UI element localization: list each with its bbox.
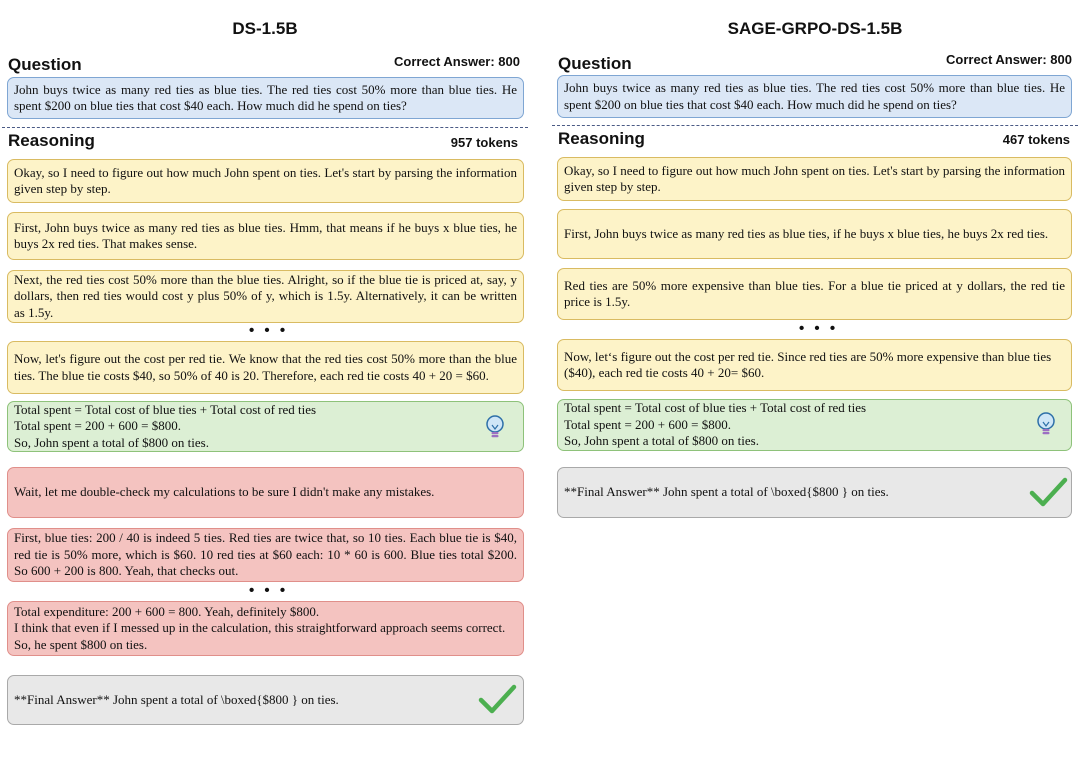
reasoning-step xyxy=(557,268,1072,320)
section-divider xyxy=(2,127,528,128)
section-divider xyxy=(552,125,1078,126)
step-text: First, John buys twice as many red ties as blue ties. Hmm, that means if he buys x blue ties, he buys 2x red ties. That makes sense. xyxy=(14,219,517,251)
step-text: Now, let's figure out the cost per red tie. We know that the red ties cost 50% more than the blue ties. The blue tie costs $40, so 50% of 40 is 20. Therefore, each red tie costs 40 + 20 = $60. xyxy=(14,351,517,383)
question-text: John buys twice as many red ties as blue ties. The red ties cost 50% more than blue ties. He spent $200 on blue ties that cost $40 each. How much did he spend on ties? xyxy=(564,80,1065,112)
token-count: 957 tokens xyxy=(450,135,518,150)
insight-text: Total spent = Total cost of blue ties + Total cost of red ties Total spent = 200 + 600 = $800. So, John spent a total of $800 on ties. xyxy=(564,400,867,449)
reasoning-step xyxy=(557,339,1072,391)
correct-answer: Correct Answer: 800 xyxy=(394,54,520,69)
overthinking-step xyxy=(7,467,524,518)
step-text: Wait, let me double-check my calculations to be sure I didn't make any mistakes. xyxy=(14,484,435,500)
insight-text: Total spent = Total cost of blue ties + Total cost of red ties Total spent = 200 + 600 = $800. So, John spent a total of $800 on ties. xyxy=(14,401,317,450)
model-title: SAGE-GRPO-DS-1.5B xyxy=(727,19,903,38)
insight-step xyxy=(557,399,1072,451)
insight-step xyxy=(7,401,524,452)
step-text: First, blue ties: 200 / 40 is indeed 5 ties. Red ties are twice that, so 10 ties. Each blue tie is $40, red tie is 50% more, which is $60. 10 red ties at $60 each: 10 * 60 is 600. Blue ties total $200. So 600 + 200 is 800. Yeah, that checks out. xyxy=(14,530,517,579)
question-text: John buys twice as many red ties as blue ties. The red ties cost 50% more than blue ties. He spent $200 on blue ties that cost $40 each. How much did he spend on ties? xyxy=(14,81,517,113)
ellipsis: • • • xyxy=(799,320,839,337)
question-box xyxy=(557,75,1072,118)
final-answer-box xyxy=(557,467,1072,518)
reasoning-step xyxy=(7,270,524,323)
reasoning-step xyxy=(557,209,1072,259)
final-answer-text: **Final Answer** John spent a total of \boxed{$800 } on ties. xyxy=(14,691,339,707)
token-count: 467 tokens xyxy=(1002,132,1070,147)
reasoning-heading: Reasoning xyxy=(8,131,95,150)
lightbulb-icon xyxy=(1034,411,1058,437)
reasoning-step xyxy=(557,157,1072,201)
step-text: Next, the red ties cost 50% more than the blue ties. Alright, so if the blue tie is priced at, say, y dollars, then red ties would cost y plus 50% of y, which is 1.5y. Alternatively, it can be written as 1.5y. xyxy=(14,271,517,320)
model-title: DS-1.5B xyxy=(232,19,298,38)
question-heading: Question xyxy=(8,55,82,74)
overthinking-step xyxy=(7,528,524,582)
checkmark-icon xyxy=(477,683,517,715)
reasoning-step xyxy=(7,341,524,394)
correct-answer: Correct Answer: 800 xyxy=(946,52,1072,67)
final-answer-text: **Final Answer** John spent a total of \boxed{$800 } on ties. xyxy=(564,484,889,500)
overthinking-step xyxy=(7,601,524,656)
step-text: Red ties are 50% more expensive than blue ties. For a blue tie priced at y dollars, the red tie price is 1.5y. xyxy=(564,277,1065,309)
step-text: Okay, so I need to figure out how much John spent on ties. Let's start by parsing the information given step by step. xyxy=(14,164,517,196)
step-text: Total expenditure: 200 + 600 = 800. Yeah, definitely $800. I think that even if I messed up in the calculation, this straightforward approach seems correct. So, he spent $800 on ties. xyxy=(14,603,506,652)
ellipsis: • • • xyxy=(249,582,289,599)
step-text: First, John buys twice as many red ties as blue ties, if he buys x blue ties, he buys 2x red ties. xyxy=(564,225,1049,241)
right-panel xyxy=(550,0,1080,757)
final-answer-box xyxy=(7,675,524,725)
question-heading: Question xyxy=(558,54,632,73)
step-text: Now, let‘s figure out the cost per red tie. Since red ties are 50% more expensive than blue ties ($40), each red tie costs 40 + 20= $60. xyxy=(564,348,1052,380)
question-box xyxy=(7,77,524,119)
ellipsis: • • • xyxy=(249,322,289,339)
step-text: Okay, so I need to figure out how much John spent on ties. Let's start by parsing the information given step by step. xyxy=(564,162,1065,194)
reasoning-step xyxy=(7,212,524,260)
left-panel xyxy=(0,0,530,757)
checkmark-icon xyxy=(1028,476,1068,508)
lightbulb-icon xyxy=(483,414,507,440)
reasoning-step xyxy=(7,159,524,203)
reasoning-heading: Reasoning xyxy=(558,129,645,148)
